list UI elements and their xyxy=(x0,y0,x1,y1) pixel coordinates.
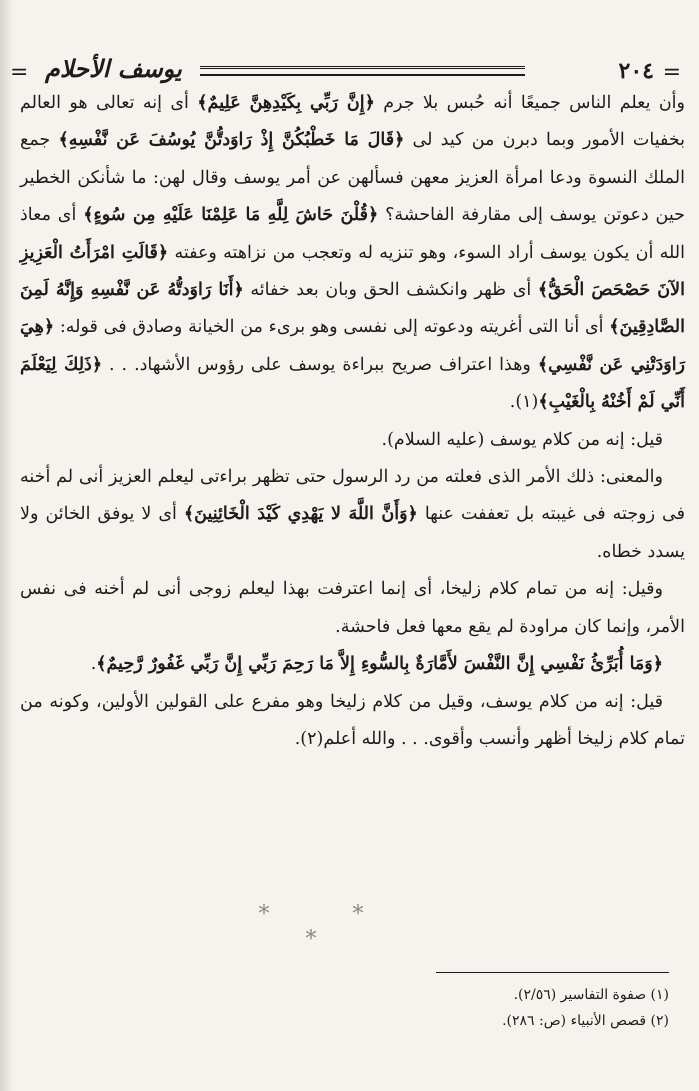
paragraph xyxy=(20,571,685,646)
paragraph xyxy=(20,684,685,759)
text-segment: . xyxy=(90,654,97,675)
paragraph xyxy=(20,422,685,459)
text-segment: قيل: إنه من كلام يوسف، وقيل من كلام زليخا وهو مفرع على القولين الأولين، وكونه من تمام كلام زليخا أظهر وأنسب وأقوى. . . والله أعلم xyxy=(20,691,685,749)
quran-verse: ﴿إِنَّ رَبِّي بِكَيْدِهِنَّ عَلِيمٌ﴾ xyxy=(197,93,375,113)
text-segment: وقيل: إنه من تمام كلام زليخا، أى إنما اعترفت بهذا ليعلم زوجى أنى لم أخنه فى نفس الأمر، وإنما كان مراودة لم يقع معها فعل فاحشة. xyxy=(20,579,685,637)
header-rule xyxy=(200,66,525,73)
text-segment: والمعنى: ذلك الأمر الذى فعلته من رد الرسول حتى تظهر براءتى ليعلم العزيز أنى لم أخنه فى زوجته فى غيبته بل تعففت عنها xyxy=(20,467,685,525)
footnotes xyxy=(269,982,669,1034)
text-segment: وهذا اعتراف صريح ببراءة يوسف على رؤوس الأشهاد. . . xyxy=(102,354,538,375)
text-segment: أى لا يوفق الخائن ولا يسدد خطاه. xyxy=(20,504,685,562)
text-segment: أى إنه تعالى هو العالم بخفيات الأمور وبما دبرن من كيد لى xyxy=(20,93,685,151)
page-number: ٢٠٤ xyxy=(618,58,654,84)
quran-verse: ﴿وَمَا أُبَرِّئُ نَفْسِي إِنَّ النَّفْسَ لأَمَّارَةٌ بِالسُّوءِ إِلاَّ مَا رَحِمَ رَبِّي إِنَّ رَبِّي غَفُورٌ رَّحِيمٌ﴾ xyxy=(96,654,663,675)
book-title: يوسف الأحلام xyxy=(45,54,182,83)
footnote-rule xyxy=(436,972,669,973)
quran-verse: ﴿وَأَنَّ اللَّهَ لا يَهْدِي كَيْدَ الْخَائِنِينَ﴾ xyxy=(183,504,418,525)
section-separator: * * * xyxy=(258,902,402,952)
footnote: (٢) قصص الأنبياء (ص: ٢٨٦). xyxy=(502,1013,669,1029)
text-segment: أى معاذ الله أن يكون يوسف أراد السوء، وهو تنزيه له وتعجب من نزاهته وعفته xyxy=(20,205,685,263)
paragraph xyxy=(20,459,685,571)
body-text xyxy=(20,85,685,758)
text-segment: وأن يعلم الناس جميعًا أنه حُبس بلا جرم xyxy=(374,93,685,113)
text-segment: قيل: إنه من كلام يوسف (عليه السلام). xyxy=(381,429,663,450)
header-rule-lower xyxy=(200,74,525,76)
header-left-mark: = xyxy=(10,60,29,85)
quran-verse: ﴿قُلْنَ حَاشَ لِلَّهِ مَا عَلِمْنَا عَلَيْهِ مِن سُوءٍ﴾ xyxy=(83,205,379,226)
text-segment: أى ظهر وانكشف الحق وبان بعد خفائه xyxy=(243,280,538,301)
page-binding-shadow xyxy=(0,0,14,1091)
paragraph xyxy=(20,85,685,422)
quran-verse: ﴿قَالَ مَا خَطْبُكُنَّ إِذْ رَاوَدتُّنَّ يُوسُفَ عَن نَّفْسِهِ﴾ xyxy=(58,130,405,151)
quran-verse: ﴿هِيَ رَاوَدَتْنِي عَن نَّفْسِي﴾ xyxy=(20,317,686,375)
text-segment: أى أنا التى أغريته ودعوته إلى نفسى وهو برىء من الخيانة وصادق فى قوله: xyxy=(54,317,610,338)
text-segment: (٢). xyxy=(294,728,324,749)
quran-verse: ﴿ذَلِكَ لِيَعْلَمَ أَنِّي لَمْ أَخُنْهُ بِالْغَيْبِ﴾ xyxy=(20,354,685,413)
paragraph xyxy=(20,646,685,683)
quran-verse: ﴿قَالَتِ امْرَأَتُ الْعَزِيزِ الآنَ حَصْحَصَ الْحَقُّ﴾ xyxy=(20,242,685,301)
footnote: (١) صفوة التفاسير (٢/٥٦). xyxy=(513,987,669,1003)
text-segment: (١). xyxy=(509,392,539,413)
text-segment: جمع الملك النسوة ودعا امرأة العزيز معهن فسألهن عن أمر يوسف وقال لهن: ما شأنكن الخطير حين دعوتن يوسف إلى مقارفة الفاحشة؟ xyxy=(20,130,685,226)
quran-verse: ﴿أَنَا رَاوَدتُّهُ عَن نَّفْسِهِ وَإِنَّهُ لَمِنَ الصَّادِقِينَ﴾ xyxy=(20,280,685,338)
header-right-mark: = xyxy=(662,60,681,85)
